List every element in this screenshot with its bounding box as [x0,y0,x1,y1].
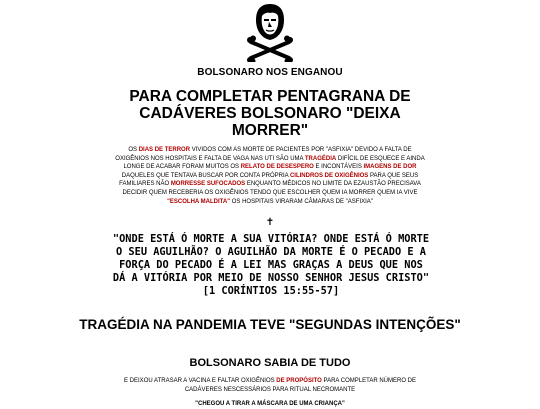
quote-text: "ONDE ESTÁ Ó MORTE A SUA VITÓRIA? ONDE ESTÁ Ó MORTE O SEU AGUILHÃO? O AGUILHÃO DA MORTE É O PECADO E A FORÇA DO PECADO É A LEI MAS GRAÇAS A DEUS QUE NOS DÁ A VITÓRIA POR MEIO DE NOSSO SENHOR JESUS CRISTO" [112,233,430,284]
highlight-text: DE PROPÓSITO [276,378,322,384]
paragraph-intro: OS DIAS DE TERROR VIVIDOS COM AS MORTE DE PACIENTES POR "ASFIXIA" DEVIDO A FALTA DE OXIGÊNIOS NOS HOSPITAIS E FALTA DE VAGA NAS UTI SÃO UMA TRAGÉDIA DIFÍCIL DE ESQUECE E AINDA LONGE DE ACABAR FORAM MUITOS OS RELATO DE DESESPERO E INCONTÁVEIS IMAGENS DE DOR DAQUELES QUE TENTAVA BUSCAR POR CONTA PRÓPRIA CILINDROS DE OXIGÊNIOS PARA QUE SEUS FAMILIARES NÃO MORRESSE SUFOCADOS ENQUANTO MÉDICOS NO LIMITE DA EZAUSTÃO PRECISAVA DECIDIR QUEM RECEBERIA OS OXIGÊNIOS TENDO QUE ESCOLHER QUEM IA MORRER QUEM IA VIVE "ESCOLHA MALDITA" OS HOSPITAIS VIRARAM CÂMARAS DE "ASFIXIA" [115,147,425,205]
section-heading: TRAGÉDIA NA PANDEMIA TEVE "SEGUNDAS INTENÇÕES" [79,317,461,332]
highlight-text: IMAGENS DE DOR [363,164,417,171]
highlight-text: "ESCOLHA MALDITA" [167,198,231,205]
highlight-text: MORRESSE SUFOCADOS [170,181,246,188]
highlight-text: CILINDROS DE OXIGÊNIOS [289,172,369,179]
section-subheading: BOLSONARO SABIA DE TUDO [189,357,351,369]
cross-icon: ✝ [265,217,275,228]
highlight-text: RELATO DE DESESPERO [240,164,314,171]
highlight-text: TRAGÉDIA [304,155,337,162]
paragraph-mask: "CHEGOU A TIRAR A MÁSCARA DE UMA CRIANÇA" [195,401,345,407]
paragraph-vaccine: E DEIXOU ATRASAR A VACINA E FALTAR OXIGÊNIOS DE PROPÓSITO PARA COMPLETAR NÚMERO DE CADÁVERES NESCESSÁRIOS PARA RITUAL NECROMANTE [124,378,416,393]
bible-quote [112,233,430,298]
skull-crossbones-portrait-icon [245,2,295,62]
subtitle: BOLSONARO NOS ENGANOU [197,67,343,78]
quote-reference: [1 CORÍNTIOS 15:55-57] [202,285,340,297]
highlight-text: DIAS DE TERROR [138,147,191,153]
headline: PARA COMPLETAR PENTAGRANA DE CADÁVERES BOLSONARO "DEIXA MORRER" [129,88,411,139]
